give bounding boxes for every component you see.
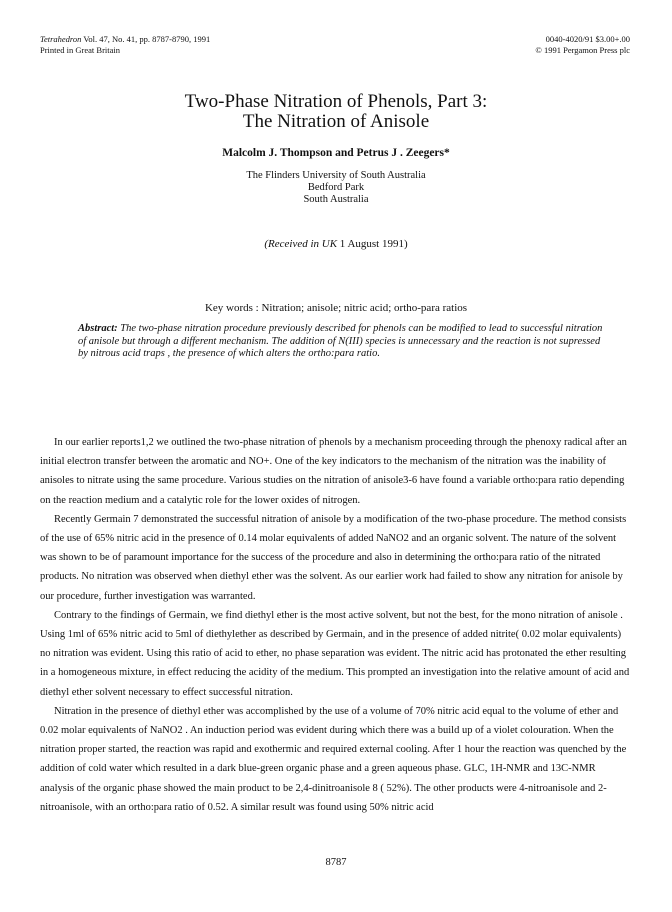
page-number: 8787 — [325, 857, 347, 868]
title-line-1: Two-Phase Nitration of Phenols, Part 3: — [184, 91, 488, 112]
title-line-2: The Nitration of Anisole — [242, 111, 430, 132]
paragraph-3: Contrary to the findings of Germain, we find diethyl ether is the most active solvent, but not the best, for the mono nitration of anisole . Using 1ml of 65% nitric acid to 5ml of diethylether as described by Germain, and in the presence of added nitrite( 0.02 molar equivalents) no nitration was evident. Using this ratio of acid to ether, no phase separation was evident. The nitric acid has protonated the ether resulting in a homogeneous mixture, in effect reducing the acidity of the medium. This prompted an investigation into the relative amount of acid and diethyl ether solvent necessary to effect successful nitration. — [40, 609, 630, 698]
paragraph-4: Nitration in the presence of diethyl ether was accomplished by the use of a volume of 70% nitric acid equal to the volume of ether and 0.02 molar equivalents of NaNO2 . An induction period was evident during which there was a build up of a violet colouration. When the nitration proper started, the reaction was rapid and exothermic and required external cooling. After 1 hour the reaction was quenched by the addition of cold water which resulted in a dark blue-green organic phase and a green aqueous phase. GLC, 1H-NMR and 13C-NMR analysis of the organic phase showed the main product to be 2,4-dinitroanisole 8 ( 52%). The other products were 4-nitroanisole and 2-nitroanisole, with an ortho:para ratio of 0.52. A similar result was found using 50% nitric acid — [40, 705, 627, 813]
received-date — [0, 238, 672, 250]
affiliation-line-3: South Australia — [303, 194, 369, 205]
affiliation-line-2: Bedford Park — [307, 182, 365, 193]
printed-note: Printed in Great Britain — [40, 45, 121, 55]
paragraph-2: Recently Germain 7 demonstrated the successful nitration of anisole by a modification of the two-phase procedure. The method consists of the use of 65% nitric acid in the presence of 0.14 molar equivalents of added NaNO2 and an organic solvent. The nature of the solvent was shown to be of paramount importance for the success of the procedure and also in determining the ortho:para ratio of the nitrated products. No nitration was observed when diethyl ether was the solvent. As our earlier work had failed to show any nitration for anisole by our procedure, further investigation was warranted. — [40, 513, 627, 602]
abstract-label: Abstract: — [78, 323, 118, 334]
keywords: Key words : Nitration; anisole; nitric acid; ortho-para ratios — [204, 302, 468, 314]
journal-citation: Vol. 47, No. 41, pp. 8787-8790, 1991 — [83, 34, 211, 44]
abstract — [78, 323, 612, 361]
abstract-text: The two-phase nitration procedure previously described for phenols can be modified to lead to successful nitration of anisole but through a different mechanism. The addition of N(III) species is unnecessary and the reaction is not supressed by nitrous acid traps , the presence of which alters the ortho:para ratio. — [78, 323, 603, 360]
journal-name: Tetrahedron — [40, 34, 82, 44]
header-left — [40, 34, 210, 56]
article-code: 0040-4020/91 $3.00+.00 — [545, 34, 630, 44]
body-text — [40, 433, 632, 817]
copyright: © 1991 Pergamon Press plc — [535, 45, 630, 55]
received-day: 1 August 1991) — [339, 238, 408, 250]
received-prefix: (Received in UK — [264, 238, 338, 250]
header-right — [535, 34, 630, 56]
affiliation — [0, 170, 672, 206]
affiliation-line-1: The Flinders University of South Australia — [246, 170, 426, 181]
paragraph-1: In our earlier reports1,2 we outlined the two-phase nitration of phenols by a mechanism proceeding through the phenoxy radical after an initial electron transfer between the aromatic and NO+. One of the key indicators to the mechanism of the nitration was the inability of anisoles to nitrate using the same procedure. Various studies on the nitration of anisole3-6 have found a variable ortho:para ratio depending on the reaction medium and a catalytic role for the lower oxides of nitrogen. — [40, 437, 627, 506]
authors: Malcolm J. Thompson and Petrus J . Zeegers* — [222, 147, 450, 159]
title-block — [0, 92, 672, 132]
